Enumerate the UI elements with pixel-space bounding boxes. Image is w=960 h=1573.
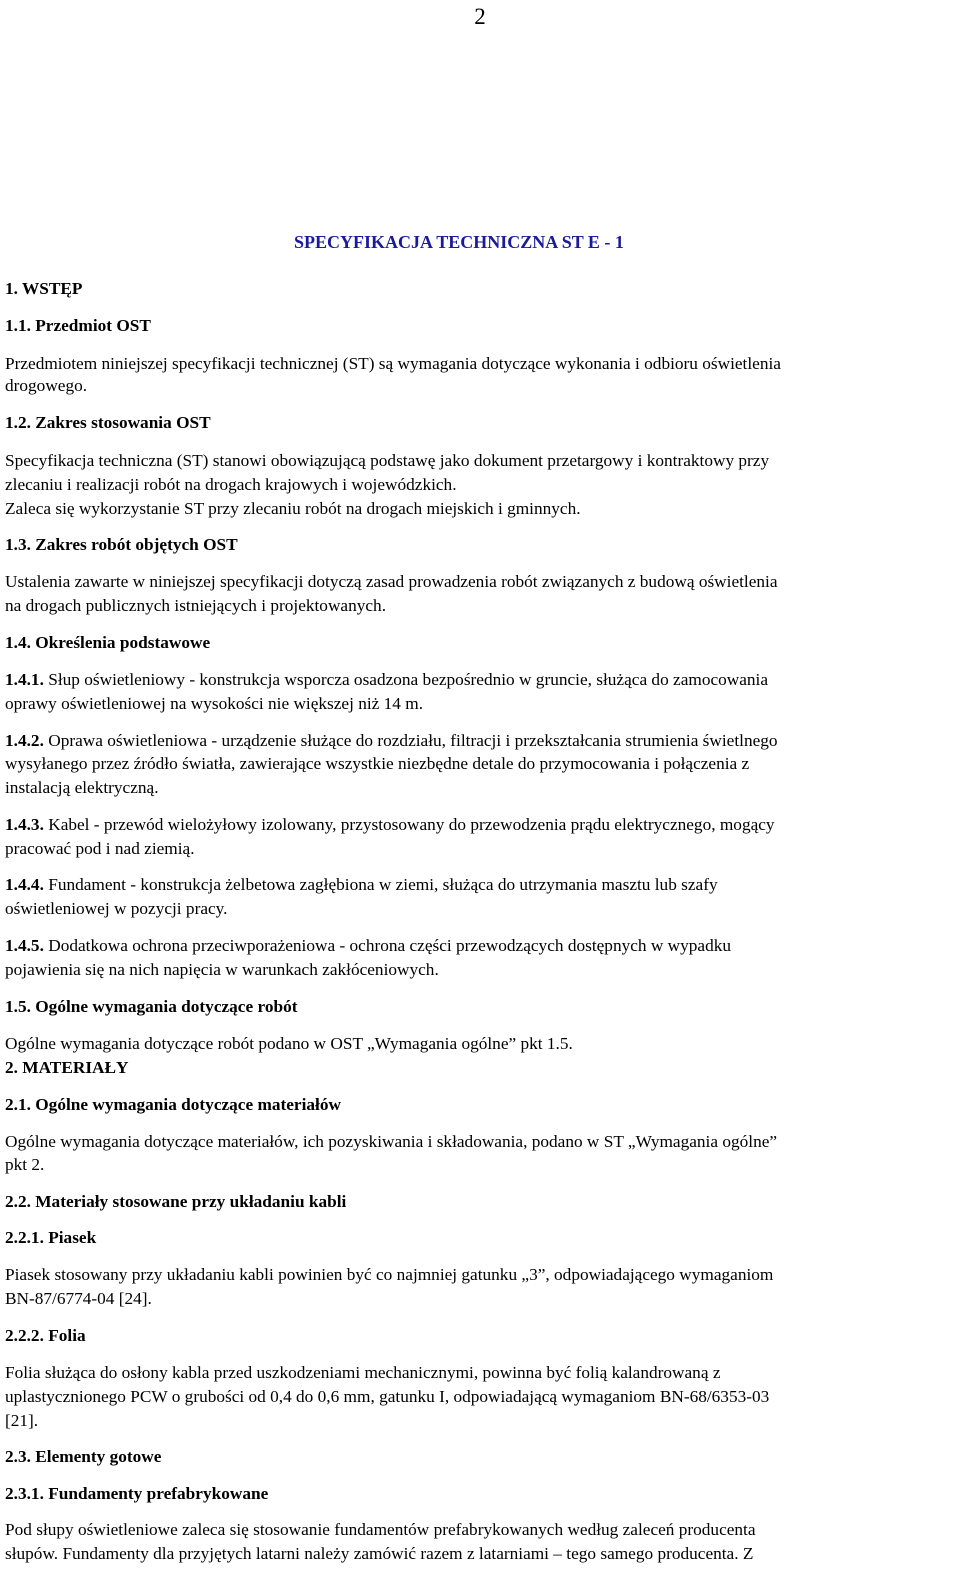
paragraph-line: zlecaniu i realizacji robót na drogach krajowych i wojewódzkich. [5,475,457,494]
section-heading: 2.3. Elementy gotowe [5,1447,162,1466]
section-heading: 1. WSTĘP [5,279,83,298]
paragraph-line: Specyfikacja techniczna (ST) stanowi obowiązującą podstawę jako dokument przetargowy i kontraktowy przy [5,451,770,470]
section-heading: 2. MATERIAŁY [5,1058,129,1077]
definition-line [5,668,768,692]
definition-text: Dodatkowa ochrona przeciwporażeniowa - ochrona części przewodzących dostępnych w wypadku [43,936,732,955]
paragraph-line: BN-87/6774-04 [24]. [5,1289,152,1308]
paragraph-line: Ogólne wymagania dotyczące materiałów, ich pozyskiwania i składowania, podano w ST „Wymagania ogólne” [5,1132,778,1151]
paragraph-line: instalacją elektryczną. [5,778,159,797]
section-heading: 2.2.2. Folia [5,1326,86,1345]
definition-number: 1.4.4. [5,875,44,894]
section-heading: 1.1. Przedmiot OST [5,316,151,335]
paragraph-line: drogowego. [5,376,88,395]
paragraph-line: na drogach publicznych istniejących i projektowanych. [5,596,387,615]
section-heading: 2.2. Materiały stosowane przy układaniu kabli [5,1192,347,1211]
document-title: SPECYFIKACJA TECHNICZNA ST E - 1 [294,232,624,252]
paragraph-line: pojawienia się na nich napięcia w warunkach zakłóceniowych. [5,960,439,979]
definition-text: Fundament - konstrukcja żelbetowa zagłębiona w ziemi, służąca do utrzymania masztu lub szafy [43,875,718,894]
definition-line [5,729,778,753]
paragraph-line: pracować pod i nad ziemią. [5,839,195,858]
definition-line [5,873,718,897]
definition-number: 1.4.1. [5,670,44,689]
paragraph-line: Pod słupy oświetleniowe zaleca się stosowanie fundamentów prefabrykowanych według zaleceń producenta [5,1520,756,1539]
paragraph-line: Zaleca się wykorzystanie ST przy zlecaniu robót na drogach miejskich i gminnych. [5,499,581,518]
section-heading: 2.2.1. Piasek [5,1228,97,1247]
definition-line [5,934,731,958]
paragraph-line: Folia służąca do osłony kabla przed uszkodzeniami mechanicznymi, powinna być folią kalandrowaną z [5,1363,721,1382]
definition-number: 1.4.5. [5,936,44,955]
paragraph-line: Przedmiotem niniejszej specyfikacji technicznej (ST) są wymagania dotyczące wykonania i odbioru oświetlenia [5,354,781,373]
section-heading: 1.4. Określenia podstawowe [5,633,211,652]
paragraph-line: Ustalenia zawarte w niniejszej specyfikacji dotyczą zasad prowadzenia robót związanych z budową oświetlenia [5,572,778,591]
section-heading: 1.3. Zakres robót objętych OST [5,535,238,554]
paragraph-line: [21]. [5,1411,39,1430]
paragraph-line: Piasek stosowany przy układaniu kabli powinien być co najmniej gatunku „3”, odpowiadającego wymaganiom [5,1265,774,1284]
paragraph-line: uplastycznionego PCW o grubości od 0,4 do 0,6 mm, gatunku I, odpowiadającą wymaganiom BN-68/6353-03 [5,1387,770,1406]
definition-text: Kabel - przewód wielożyłowy izolowany, przystosowany do przewodzenia prądu elektrycznego, mogący [43,815,775,834]
paragraph-line: oświetleniowej w pozycji pracy. [5,899,228,918]
definition-number: 1.4.2. [5,731,44,750]
paragraph-line: wysyłanego przez źródło światła, zawierające wszystkie niezbędne detale do przymocowania i połączenia z [5,754,750,773]
section-heading: 2.3.1. Fundamenty prefabrykowane [5,1484,269,1503]
definition-text: Oprawa oświetleniowa - urządzenie służące do rozdziału, filtracji i przekształcania strumienia świetlnego [43,731,778,750]
paragraph-line: Ogólne wymagania dotyczące robót podano w OST „Wymagania ogólne” pkt 1.5. [5,1034,573,1053]
definition-number: 1.4.3. [5,815,44,834]
section-heading: 1.2. Zakres stosowania OST [5,413,211,432]
paragraph-line: pkt 2. [5,1155,45,1174]
definition-text: Słup oświetleniowy - konstrukcja wsporcza osadzona bezpośrednio w gruncie, służąca do zamocowania [43,670,769,689]
paragraph-line: oprawy oświetleniowej na wysokości nie większej niż 14 m. [5,694,424,713]
page-number: 2 [474,4,486,29]
section-heading: 2.1. Ogólne wymagania dotyczące materiałów [5,1095,341,1114]
section-heading: 1.5. Ogólne wymagania dotyczące robót [5,997,298,1016]
paragraph-line: słupów. Fundamenty dla przyjętych latarni należy zamówić razem z latarniami – tego samego producenta. Z [5,1544,754,1563]
definition-line [5,813,775,837]
